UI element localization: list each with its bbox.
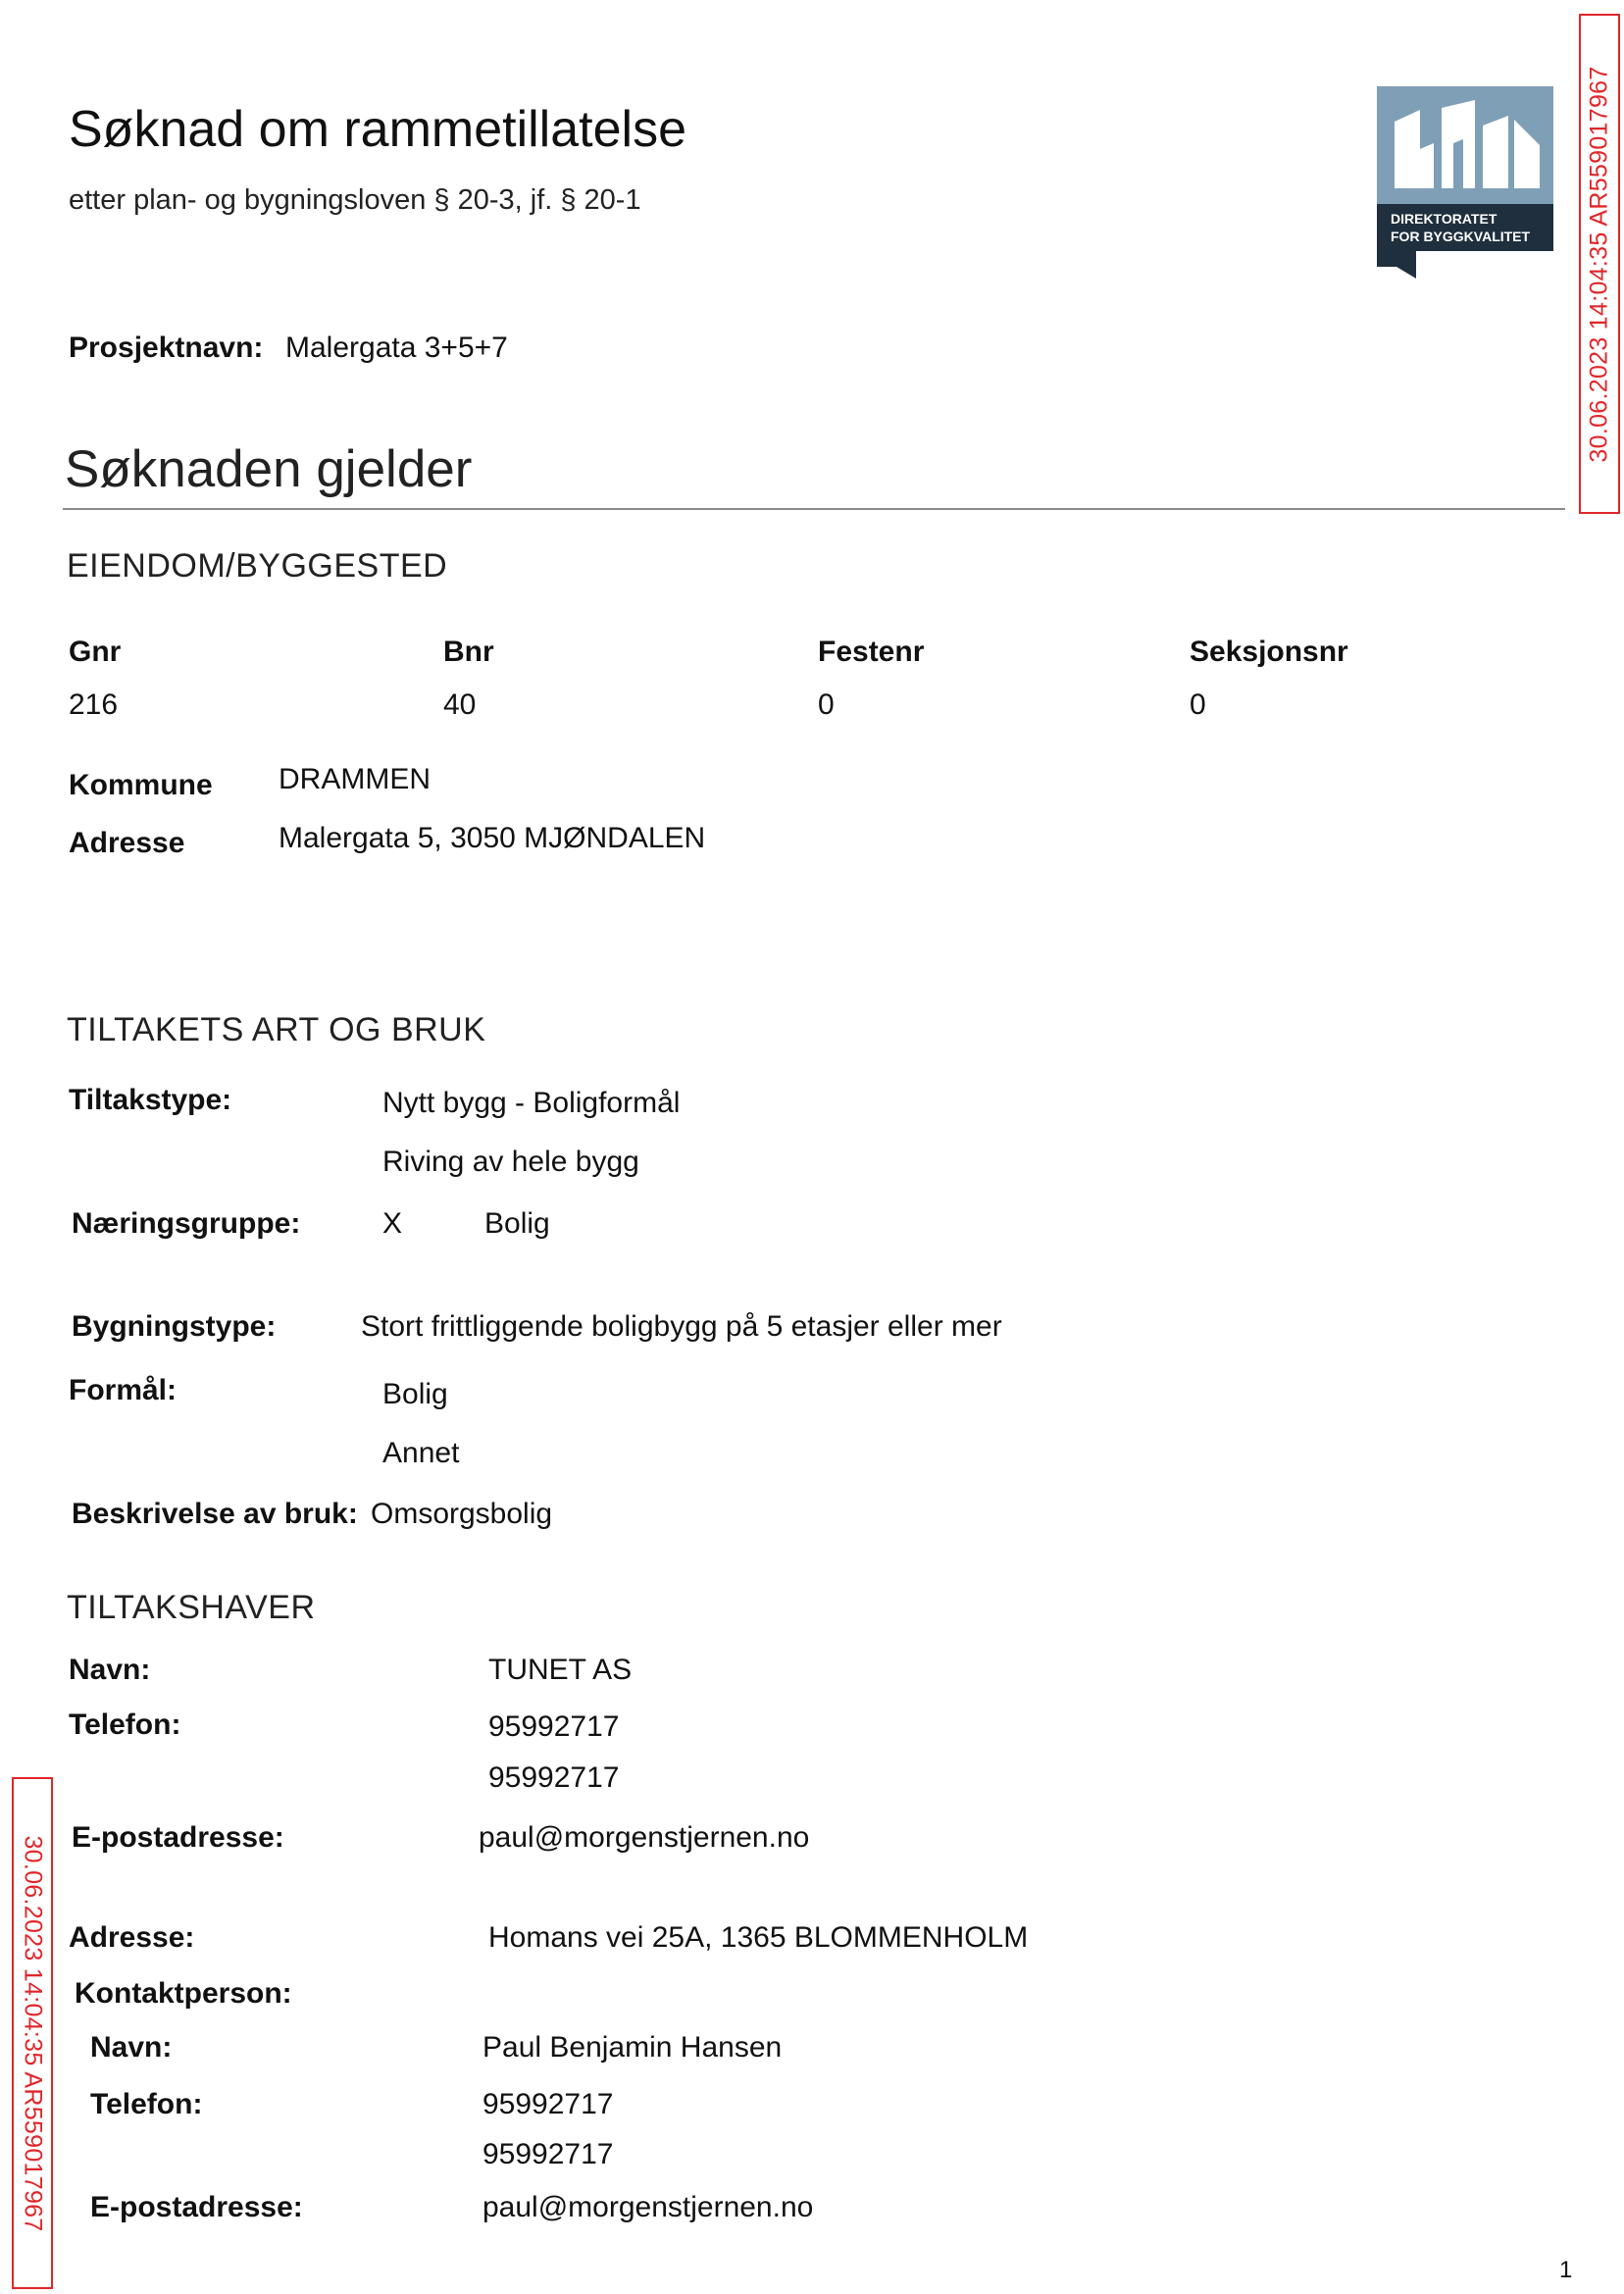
adresse-value: Malergata 5, 3050 MJØNDALEN — [279, 822, 706, 854]
kontakt-epost-label: E-postadresse: — [90, 2191, 303, 2223]
section-divider — [63, 508, 1565, 510]
tiltakshaver-epost-label: E-postadresse: — [72, 1821, 284, 1854]
tiltakshaver-heading: TILTAKSHAVER — [67, 1589, 316, 1626]
section-title: Søknaden gjelder — [65, 440, 473, 498]
logo-text-line1: DIREKTORATET — [1391, 211, 1497, 227]
timestamp-stamp-right: 30.06.2023 14:04:35 AR559017967 — [1579, 14, 1620, 514]
kommune-value: DRAMMEN — [279, 763, 431, 795]
gnr-label: Gnr — [69, 636, 122, 668]
bygningstype-value: Stort frittliggende boligbygg på 5 etasjer eller mer — [361, 1310, 1002, 1343]
kontakt-telefon-value-2: 95992717 — [482, 2138, 614, 2170]
project-name-label: Prosjektnavn: — [69, 331, 264, 364]
seksjonsnr-value: 0 — [1190, 688, 1206, 721]
project-name-value: Malergata 3+5+7 — [285, 331, 508, 364]
festenr-label: Festenr — [818, 636, 925, 668]
tiltakstype-value-1: Nytt bygg - Boligformål — [382, 1087, 681, 1119]
festenr-value: 0 — [818, 688, 835, 721]
tiltakshaver-navn-label: Navn: — [69, 1654, 151, 1686]
kontakt-navn-value: Paul Benjamin Hansen — [482, 2031, 783, 2064]
bnr-value: 40 — [443, 688, 477, 721]
beskrivelse-value: Omsorgsbolig — [371, 1498, 553, 1530]
tiltakshaver-navn-value: TUNET AS — [488, 1654, 633, 1686]
gnr-value: 216 — [69, 688, 119, 721]
kontakt-epost-value: paul@morgenstjernen.no — [482, 2191, 814, 2223]
timestamp-stamp-left: 30.06.2023 14:04:35 AR559017967 — [12, 1777, 53, 2289]
bygningstype-label: Bygningstype: — [72, 1310, 277, 1343]
tiltakshaver-telefon-label: Telefon: — [69, 1708, 181, 1741]
kontakt-telefon-value-1: 95992717 — [482, 2088, 614, 2120]
dibk-logo — [1377, 86, 1553, 279]
kontaktperson-label: Kontaktperson: — [75, 1977, 292, 2010]
formal-value-1: Bolig — [382, 1378, 448, 1410]
tiltakshaver-telefon-value-2: 95992717 — [488, 1761, 620, 1794]
tiltakshaver-adresse-label: Adresse: — [69, 1921, 195, 1954]
property-heading: EIENDOM/BYGGESTED — [67, 547, 448, 585]
beskrivelse-label: Beskrivelse av bruk: — [72, 1498, 358, 1530]
tiltakshaver-adresse-value: Homans vei 25A, 1365 BLOMMENHOLM — [488, 1921, 1029, 1954]
bnr-label: Bnr — [443, 636, 494, 668]
naeringsgruppe-label: Næringsgruppe: — [72, 1207, 301, 1240]
document-subtitle: etter plan- og bygningsloven § 20-3, jf. § 20-1 — [69, 184, 641, 216]
dibk-logo-icon — [1377, 86, 1553, 279]
page-number: 1 — [1559, 2257, 1573, 2283]
tiltakstype-label: Tiltakstype: — [69, 1084, 232, 1116]
naeringsgruppe-value: Bolig — [484, 1207, 550, 1240]
tiltak-heading: TILTAKETS ART OG BRUK — [67, 1011, 486, 1048]
adresse-label: Adresse — [69, 827, 185, 859]
kontakt-telefon-label: Telefon: — [90, 2088, 203, 2120]
kommune-label: Kommune — [69, 769, 213, 801]
seksjonsnr-label: Seksjonsnr — [1190, 636, 1348, 668]
logo-text-line2: FOR BYGGKVALITET — [1391, 229, 1531, 244]
formal-value-2: Annet — [382, 1437, 460, 1469]
tiltakstype-value-2: Riving av hele bygg — [382, 1146, 639, 1178]
naeringsgruppe-code: X — [382, 1207, 403, 1240]
kontakt-navn-label: Navn: — [90, 2031, 173, 2064]
document-title: Søknad om rammetillatelse — [69, 101, 686, 158]
tiltakshaver-epost-value: paul@morgenstjernen.no — [479, 1821, 810, 1854]
formal-label: Formål: — [69, 1374, 178, 1406]
tiltakshaver-telefon-value-1: 95992717 — [488, 1710, 620, 1743]
